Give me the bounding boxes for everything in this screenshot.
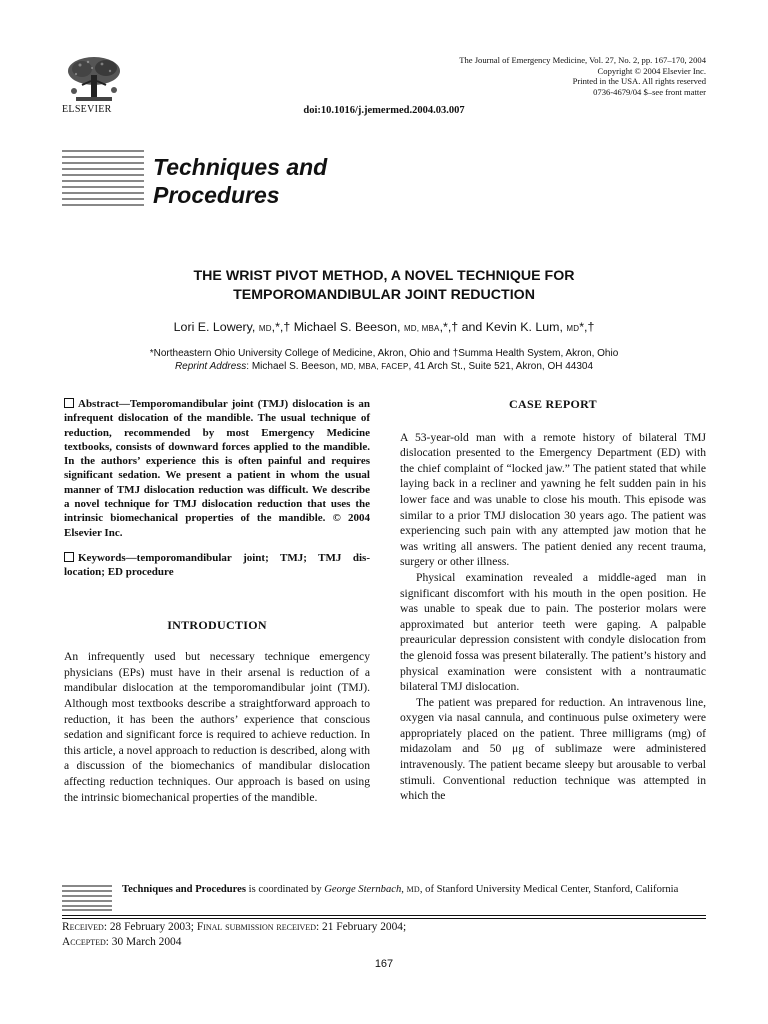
coordinator-degree: MD <box>406 885 420 894</box>
coordinator-note-bold: Techniques and Procedures <box>122 884 247 895</box>
accepted-line <box>62 935 406 950</box>
author-name: Michael S. Beeson, <box>293 320 404 334</box>
case-report-heading: CASE REPORT <box>509 397 597 411</box>
footnote-lines-icon <box>62 885 112 911</box>
journal-citation-line: The Journal of Emergency Medicine, Vol. 27, No. 2, pp. 167–170, 2004 <box>459 55 706 65</box>
coordinator-name: George Sternbach <box>324 884 402 895</box>
section-lines-icon <box>62 150 144 206</box>
affiliation-line: *Northeastern Ohio University College of Medicine, Akron, Ohio and †Summa Health System, Akron, Ohio <box>149 348 619 359</box>
page-number: 167 <box>374 958 394 970</box>
abstract-text: Abstract—Temporomandibular joint (TMJ) dislocation is an infrequent dislocation of the mandible. The usual technique of reduction, recommended by most Emergency Medicine textbooks, consists of downward forces applied to the mandible. In the authors’ experience this is often painful and requires significant sedation. We present a patient in whom the usual manner of TMJ dislocation reduction was difficult. We describe a novel technique for TMJ dislocation reduction that uses the intrinsic biomechanical properties of the mandible. © 2004 Elsevier Inc. <box>64 398 370 539</box>
author-name: Lori E. Lowery, <box>173 320 259 334</box>
reprint-street: , 41 Arch St., Suite 521, Akron, OH 44304 <box>408 361 594 372</box>
copyright-line: Copyright © 2004 Elsevier Inc. <box>597 65 706 76</box>
checkbox-square-icon <box>64 552 74 562</box>
keywords <box>64 551 370 580</box>
issn-line: 0736-4679/04 $–see front matter <box>593 86 706 97</box>
abstract <box>64 397 370 540</box>
case-paragraph-1: A 53-year-old man with a remote history of bilateral TMJ dislocation presented to the Emergency Department (ED) with the chief complaint of “locked jaw.” The patient stated that while laying back in a recliner and yawning he felt sudden pain in his lower face and was unable to close his mouth. This episode was similar to a prior TMJ dislocation 30 years ago. The patient was experiencing such pain with any attempted jaw motion that he was writing all answers. The patient denied any recent trauma, surgery or other illness. <box>400 430 706 569</box>
accepted-label: Accepted <box>62 936 106 948</box>
doi: doi:10.1016/j.jemermed.2004.03.007 <box>303 105 465 116</box>
section-title-line1: Techniques and <box>153 154 328 180</box>
received-date: : 28 February 2003; <box>103 921 197 933</box>
author-mark: ,*,† <box>439 320 459 334</box>
received-line <box>62 920 406 935</box>
article-title-line1: THE WRIST PIVOT METHOD, A NOVEL TECHNIQUE FOR <box>193 268 575 284</box>
article-dates <box>62 920 406 950</box>
footer-rule <box>62 918 706 919</box>
coordinator-affiliation: , of Stanford University Medical Center, Stanford, California <box>419 884 679 895</box>
final-date: : 21 February 2004; <box>315 921 407 933</box>
author-mark: ,*,† <box>271 320 291 334</box>
reprint-degree: MD, MBA, FACEP <box>340 362 409 371</box>
accepted-date: : 30 March 2004 <box>105 936 182 948</box>
case-paragraph-2: Physical examination revealed a middle-aged man in significant discomfort with his mouth in the open position. He was unable to speak due to pain. The posterior molars were approximated but anterior teeth were gaping. A palpable preauricular depression consistent with condyle dislocation from the glenoid fossa was present bilaterally. The patient’s history and physical examination were consistent with a nontraumatic bilateral TMJ dislocation. <box>400 570 706 694</box>
rights-line: Printed in the USA. All rights reserved <box>572 76 706 87</box>
author-degree: MD, MBA <box>403 324 440 333</box>
left-column <box>64 397 370 805</box>
checkbox-square-icon <box>64 398 74 408</box>
keywords-text: Keywords—temporomandibular joint; TMJ; TMJ dislocation; ED procedure <box>64 551 370 579</box>
elsevier-tree-logo <box>62 55 126 105</box>
reprint-address <box>62 360 706 373</box>
article-title-line2: TEMPOROMANDIBULAR JOINT REDUCTION <box>233 287 535 303</box>
introduction-paragraph: An infrequently used but necessary technique emergency physicians (EPs) must have in their arsenal is reduction of a mandibular dislocation at the temporomandibular joint (TMJ). Although most textbooks describe a straightforward approach to reduction, it has been the authors’ experience that conscious sedation and significant force is required to achieve reduction. In this article, a novel approach to reduction is described, along with a discussion of the biomechanics of mandibular dislocation affecting reduction techniques. Our approach is based on using the intrinsic biomechanical properties of the mandible. <box>64 650 370 804</box>
coordinator-note: Techniques and Procedures is coordinated by George Sternbach, MD, of Stanford University Medical Center, Stanford, California <box>122 884 679 895</box>
case-paragraph-3: The patient was prepared for reduction. An intravenous line, oxygen via nasal cannula, and continuous pulse oximetery were appropriately placed on the patient. Three milligrams (mg) of midazolam and 50 μg of sublimaze were administered intravenously. The patient became sleepy but arousable to verbal stimuli. Conventional reduction technique was attempted in which the <box>400 695 706 803</box>
affiliation-block <box>62 347 706 373</box>
article-title <box>62 267 706 305</box>
reprint-name: : Michael S. Beeson, <box>246 361 341 372</box>
journal-citation <box>459 55 706 97</box>
final-label: Final submission received <box>196 921 316 933</box>
author-name: Kevin K. Lum, <box>485 320 567 334</box>
right-column <box>400 397 706 804</box>
footer-rule <box>62 915 706 916</box>
author-degree: MD <box>566 324 580 333</box>
reprint-label: Reprint Address <box>174 361 247 372</box>
received-label: Received <box>62 921 104 933</box>
publisher-name: ELSEVIER <box>62 104 112 115</box>
section-title-line2: Procedures <box>153 182 280 208</box>
introduction-heading: INTRODUCTION <box>167 617 267 632</box>
author-mark: *,† <box>579 320 595 334</box>
author-list <box>62 320 706 334</box>
coordinator-note-text: is coordinated by <box>246 884 325 895</box>
author-degree: MD <box>258 324 272 333</box>
author-conjunction: and <box>461 320 483 334</box>
